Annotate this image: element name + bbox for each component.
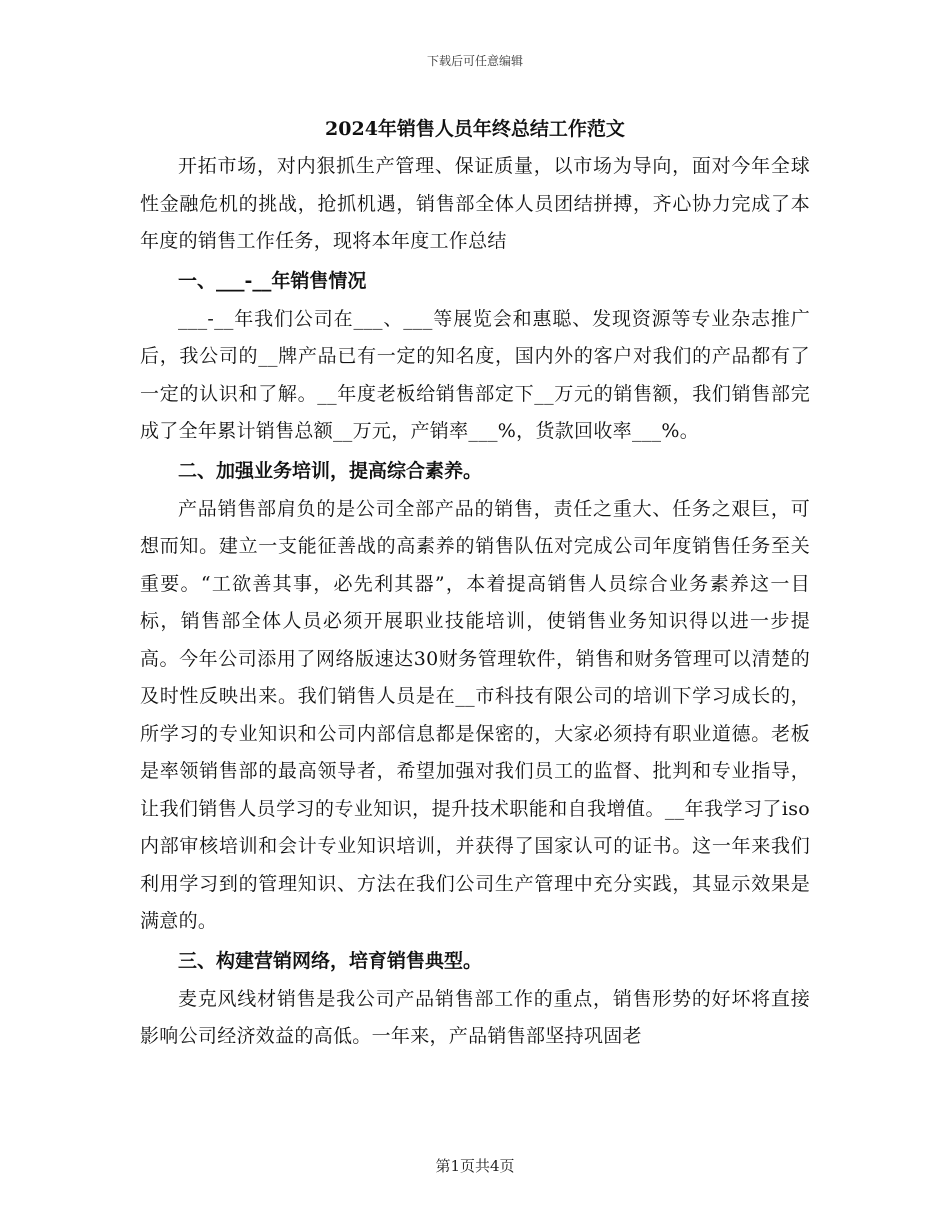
page-footer: 第1页共4页 <box>435 1157 515 1175</box>
document-body <box>140 110 810 1056</box>
section-1-heading: 一、___-__年销售情况 <box>178 269 367 292</box>
section-2-paragraph: 产品销售部肩负的是公司全部产品的销售，责任之重大、任务之艰巨，可想而知。建立一支能征善战的高素养的销售队伍对完成公司年度销售任务至关重要。“工欲善其事，必先利其器”，本着提高销售人员综合业务素养这一目标，销售部全体人员必须开展职业技能培训，使销售业务知识得以进一步提高。今年公司添用了网络版速达30财务管理软件，销售和财务管理可以清楚的及时性反映出来。我们销售人员是在__市科技有限公司的培训下学习成长的，所学习的专业知识和公司内部信息都是保密的，大家必须持有职业道德。老板是率领销售部的最高领导者，希望加强对我们员工的监督、批判和专业指导，让我们销售人员学习的专业知识，提升技术职能和自我增值。__年我学习了iso内部审核培训和会计专业知识培训，并获得了国家认可的证书。这一年来我们利用学习到的管理知识、方法在我们公司生产管理中充分实践，其显示效果是满意的。 <box>140 497 810 932</box>
section-3-heading: 三、构建营销网络，培育销售典型。 <box>178 949 483 972</box>
section-3-paragraph: 麦克风线材销售是我公司产品销售部工作的重点，销售形势的好坏将直接影响公司经济效益的高低。一年来，产品销售部坚持巩固老 <box>140 987 810 1047</box>
document-title: 2024年销售人员年终总结工作范文 <box>325 118 625 140</box>
page-header: 下载后可任意编辑 <box>426 54 523 68</box>
intro-paragraph: 开拓市场，对内狠抓生产管理、保证质量，以市场为导向，面对今年全球性金融危机的挑战，抢抓机遇，销售部全体人员团结拼搏，齐心协力完成了本年度的销售工作任务，现将本年度工作总结 <box>140 155 810 252</box>
section-2-heading: 二、加强业务培训，提高综合素养。 <box>178 459 483 482</box>
section-1-paragraph: ___-__年我们公司在___、___等展览会和惠聪、发现资源等专业杂志推广后，我公司的__牌产品已有一定的知名度，国内外的客户对我们的产品都有了一定的认识和了解。__年度老板给销售部定下__万元的销售额，我们销售部完成了全年累计销售总额__万元，产销率___%，货款回收率___%。 <box>140 307 810 442</box>
